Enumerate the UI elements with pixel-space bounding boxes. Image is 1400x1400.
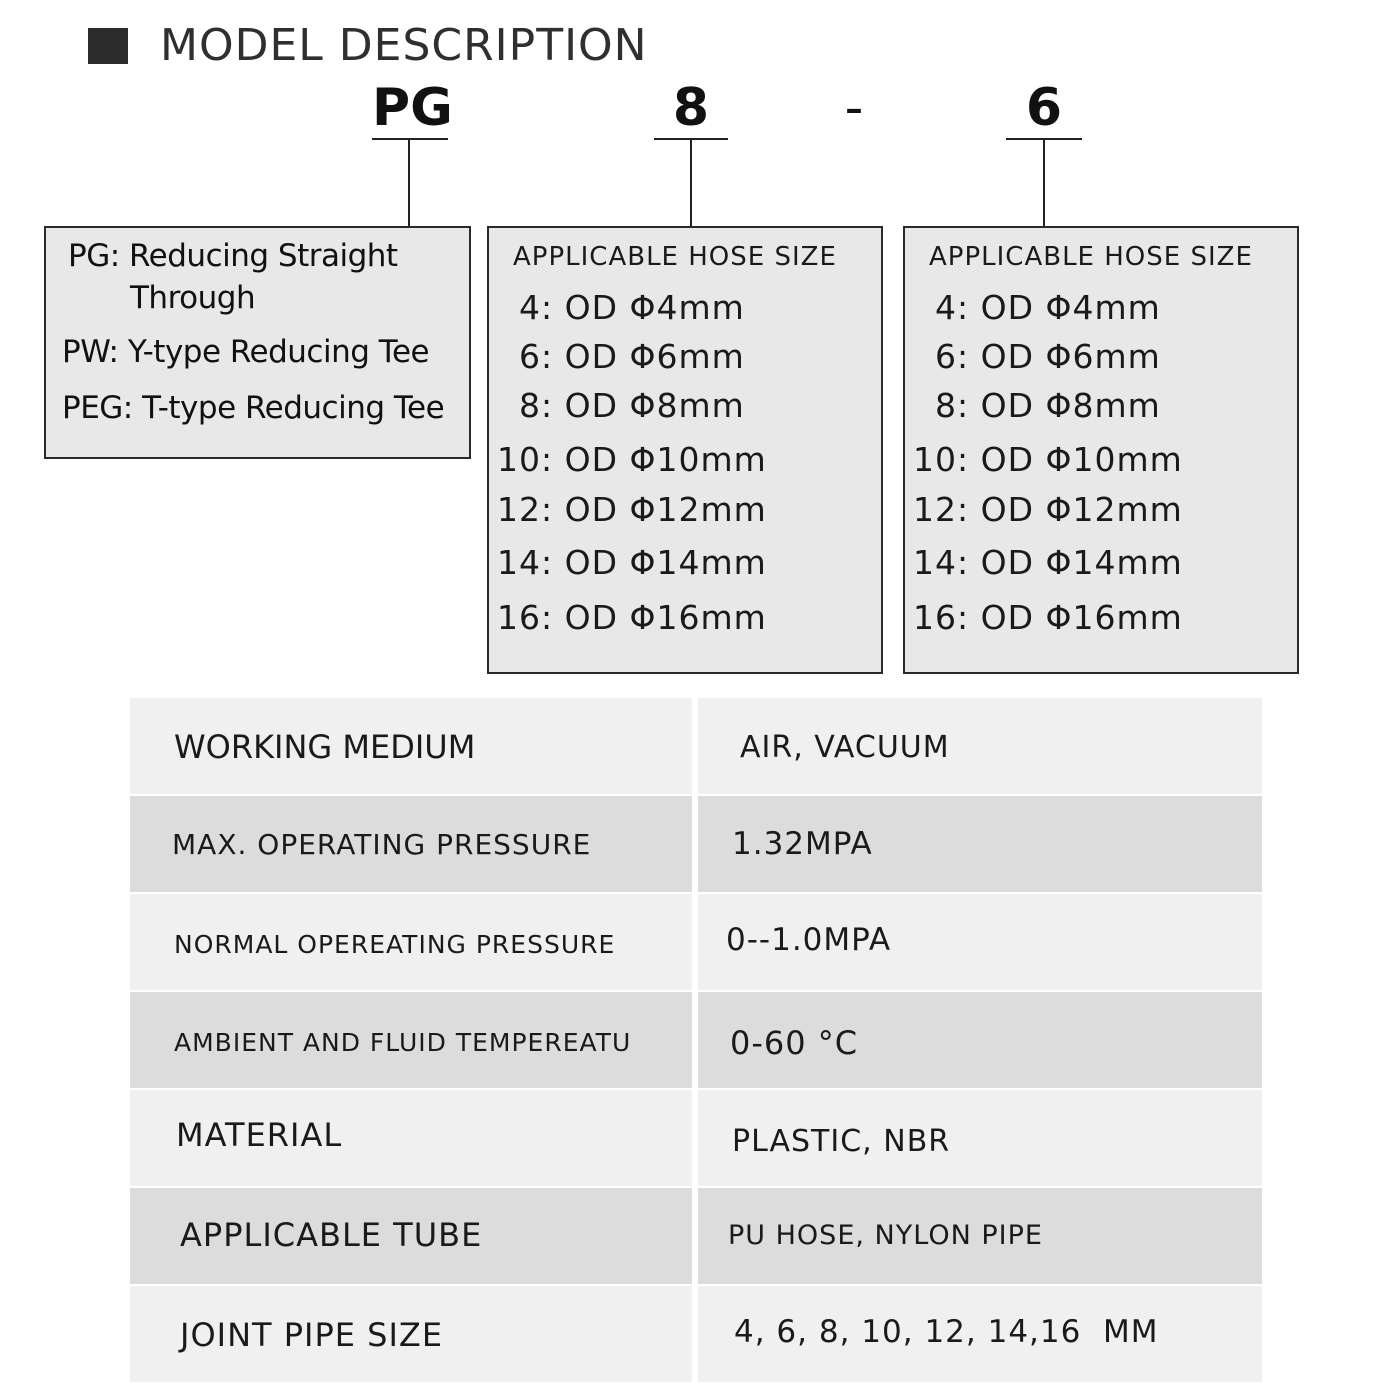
spec-row-working-medium [130, 698, 1262, 794]
spec-label-cell [130, 992, 692, 1088]
spec-label-cell [130, 1188, 692, 1284]
spec-label-cell [130, 796, 692, 892]
spec-row-normal-pressure [130, 894, 1262, 990]
spec-value: 1.32MPA [732, 826, 873, 862]
type-item-pg [68, 238, 398, 274]
hose-size-row: 8: OD Φ8mm [519, 386, 745, 425]
hose-size-row: 10: OD Φ10mm [497, 440, 767, 479]
model-code-size-a-connector [690, 138, 692, 228]
model-code-size-b-connector [1043, 138, 1045, 228]
filled-square-icon [88, 28, 128, 64]
type-item-peg [62, 390, 444, 426]
model-code-type-connector [408, 138, 410, 228]
spec-value-cell [698, 698, 1262, 794]
hose-size-title: APPLICABLE HOSE SIZE [513, 242, 837, 272]
type-name-continuation: Through [130, 280, 256, 316]
model-code-size-b: 6 [1025, 78, 1063, 138]
spec-label: APPLICABLE TUBE [180, 1216, 483, 1254]
spec-row-joint-pipe-size [130, 1286, 1262, 1382]
spec-table [130, 698, 1262, 1382]
spec-label: MAX. OPERATING PRESSURE [172, 828, 592, 861]
type-item-pw [62, 334, 429, 370]
hose-size-row: 4: OD Φ4mm [519, 288, 745, 327]
spec-label: MATERIAL [176, 1116, 343, 1154]
model-code-size-a: 8 [672, 78, 710, 138]
spec-label-cell [130, 894, 692, 990]
spec-value-cell [698, 796, 1262, 892]
hose-size-title: APPLICABLE HOSE SIZE [929, 242, 1253, 272]
spec-row-material [130, 1090, 1262, 1186]
spec-row-applicable-tube [130, 1188, 1262, 1284]
page-title: MODEL DESCRIPTION [160, 20, 648, 71]
spec-label-cell [130, 1090, 692, 1186]
spec-label: JOINT PIPE SIZE [180, 1316, 444, 1354]
spec-value-cell [698, 1090, 1262, 1186]
type-code: PW: [62, 334, 119, 370]
model-code-type-underline [372, 138, 448, 140]
type-name: T-type Reducing Tee [142, 390, 445, 426]
spec-value: 0-60 °C [730, 1024, 859, 1062]
hose-size-row: 14: OD Φ14mm [913, 543, 1183, 582]
hose-size-box-left [487, 226, 883, 674]
spec-label: NORMAL OPEREATING PRESSURE [174, 930, 616, 959]
hose-size-row: 14: OD Φ14mm [497, 543, 767, 582]
spec-value: PLASTIC, NBR [732, 1124, 951, 1159]
spec-row-max-pressure [130, 796, 1262, 892]
type-name: Reducing Straight [129, 238, 398, 274]
spec-value-cell [698, 894, 1262, 990]
type-box [44, 226, 471, 459]
spec-value-cell [698, 992, 1262, 1088]
hose-size-row: 12: OD Φ12mm [913, 490, 1183, 529]
hose-size-box-right [903, 226, 1299, 674]
spec-label-cell [130, 698, 692, 794]
hose-size-row: 16: OD Φ16mm [913, 598, 1183, 637]
spec-value: AIR, VACUUM [740, 730, 950, 765]
hose-size-row: 6: OD Φ6mm [519, 337, 745, 376]
spec-value: PU HOSE, NYLON PIPE [728, 1220, 1043, 1251]
hose-size-row: 12: OD Φ12mm [497, 490, 767, 529]
spec-value-cell [698, 1188, 1262, 1284]
hose-size-row: 10: OD Φ10mm [913, 440, 1183, 479]
type-code: PG: [68, 238, 120, 274]
spec-value-cell [698, 1286, 1262, 1382]
hose-size-row: 16: OD Φ16mm [497, 598, 767, 637]
type-name: Y-type Reducing Tee [127, 334, 430, 370]
model-code-separator: - [844, 78, 864, 138]
spec-label-cell [130, 1286, 692, 1382]
type-code: PEG: [62, 390, 133, 426]
model-code-type: PG [372, 78, 453, 138]
hose-size-row: 6: OD Φ6mm [935, 337, 1161, 376]
spec-value: 0--1.0MPA [726, 922, 892, 958]
spec-label: AMBIENT AND FLUID TEMPEREATU [174, 1028, 632, 1057]
hose-size-row: 8: OD Φ8mm [935, 386, 1161, 425]
spec-label: WORKING MEDIUM [174, 728, 476, 766]
hose-size-row: 4: OD Φ4mm [935, 288, 1161, 327]
spec-value: 4, 6, 8, 10, 12, 14,16 MM [734, 1314, 1159, 1350]
spec-row-temperature [130, 992, 1262, 1088]
